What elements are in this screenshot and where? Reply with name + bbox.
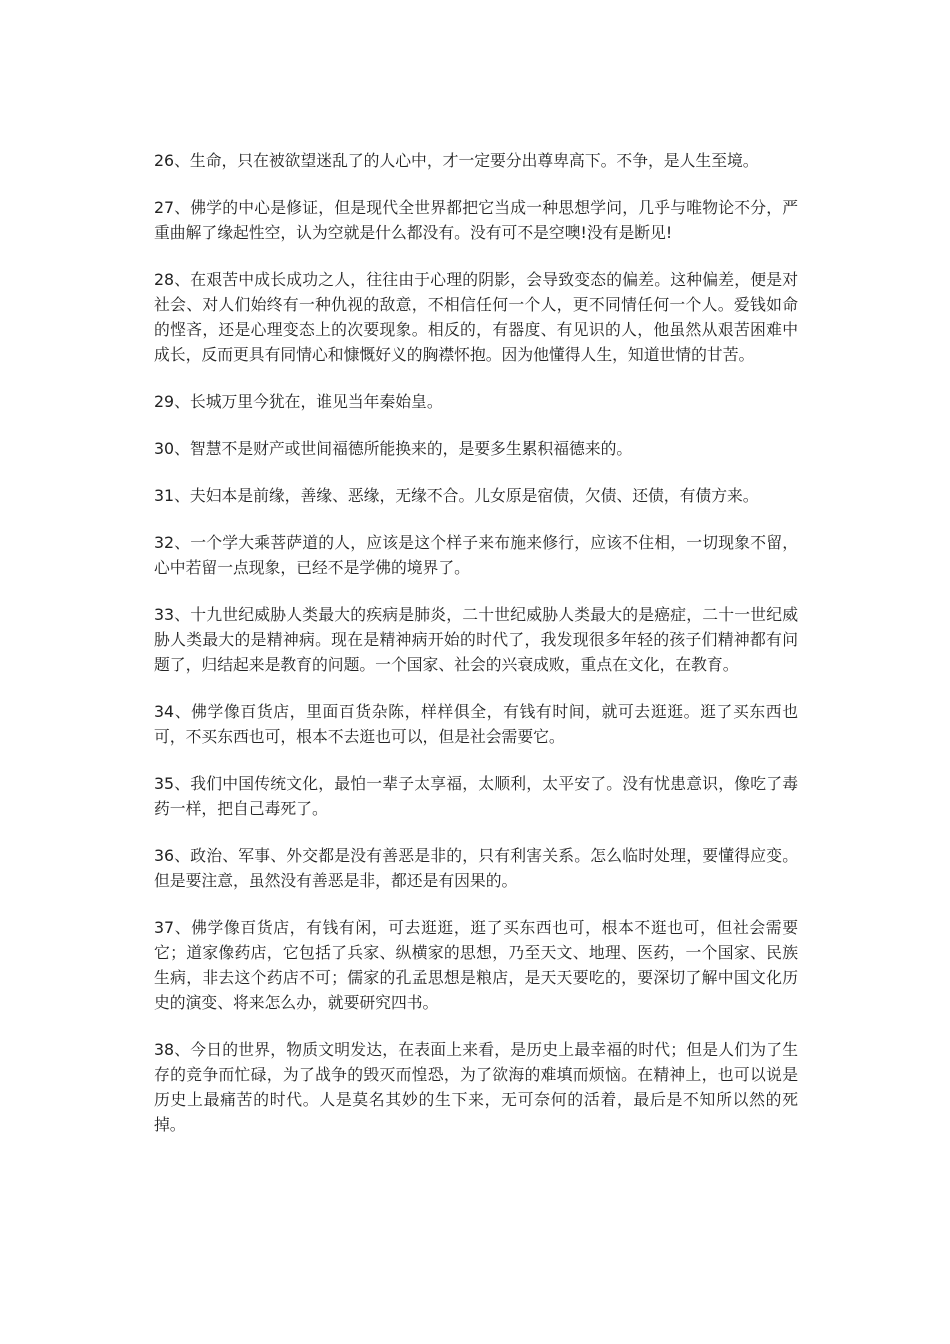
quote-list bbox=[154, 148, 798, 1159]
quote-paragraph-36: 36、政治、军事、外交都是没有善恶是非的，只有利害关系。怎么临时处理，要懂得应变。但是要注意，虽然没有善恶是非，都还是有因果的。 bbox=[154, 846, 798, 890]
quote-paragraph-26: 26、生命，只在被欲望迷乱了的人心中，才一定要分出尊卑高下。不争，是人生至境。 bbox=[154, 151, 759, 170]
quote-paragraph-34: 34、佛学像百货店，里面百货杂陈，样样俱全，有钱有时间，就可去逛逛。逛了买东西也可，不买东西也可，根本不去逛也可以，但是社会需要它。 bbox=[154, 702, 798, 746]
quote-paragraph-31: 31、夫妇本是前缘，善缘、恶缘，无缘不合。儿女原是宿债，欠债、还债，有债方来。 bbox=[154, 486, 759, 505]
quote-paragraph-29: 29、长城万里今犹在，谁见当年秦始皇。 bbox=[154, 392, 443, 411]
quote-paragraph-33: 33、十九世纪威胁人类最大的疾病是肺炎，二十世纪威胁人类最大的是癌症，二十一世纪威胁人类最大的是精神病。现在是精神病开始的时代了，我发现很多年轻的孩子们精神都有问题了，归结起来是教育的问题。一个国家、社会的兴衰成败，重点在文化，在教育。 bbox=[154, 605, 798, 674]
quote-paragraph-37: 37、佛学像百货店，有钱有闲，可去逛逛，逛了买东西也可，根本不逛也可，但社会需要它；道家像药店，它包括了兵家、纵横家的思想，乃至天文、地理、医药，一个国家、民族生病，非去这个药店不可；儒家的孔孟思想是粮店，是天天要吃的，要深切了解中国文化历史的演变、将来怎么办，就要研究四书。 bbox=[154, 918, 798, 1012]
quote-paragraph-28: 28、在艰苦中成长成功之人，往往由于心理的阴影，会导致变态的偏差。这种偏差，便是对社会、对人们始终有一种仇视的敌意，不相信任何一个人，更不同情任何一个人。爱钱如命的悭吝，还是心理变态上的次要现象。相反的，有器度、有见识的人，他虽然从艰苦困难中成长，反而更具有同情心和慷慨好义的胸襟怀抱。因为他懂得人生，知道世情的甘苦。 bbox=[154, 270, 798, 364]
quote-paragraph-35: 35、我们中国传统文化，最怕一辈子太享福，太顺利，太平安了。没有忧患意识，像吃了毒药一样，把自己毒死了。 bbox=[154, 774, 798, 818]
quote-paragraph-38: 38、今日的世界，物质文明发达，在表面上来看，是历史上最幸福的时代；但是人们为了生存的竞争而忙碌，为了战争的毁灭而惶恐，为了欲海的难填而烦恼。在精神上，也可以说是历史上最痛苦的时代。人是莫名其妙的生下来，无可奈何的活着，最后是不知所以然的死掉。 bbox=[154, 1040, 798, 1134]
quote-paragraph-30: 30、智慧不是财产或世间福德所能换来的，是要多生累积福德来的。 bbox=[154, 439, 633, 458]
quote-paragraph-32: 32、一个学大乘菩萨道的人，应该是这个样子来布施来修行，应该不住相，一切现象不留，心中若留一点现象，已经不是学佛的境界了。 bbox=[154, 533, 798, 577]
quote-paragraph-27: 27、佛学的中心是修证，但是现代全世界都把它当成一种思想学问，几乎与唯物论不分，严重曲解了缘起性空，认为空就是什么都没有。没有可不是空噢!没有是断见! bbox=[154, 198, 798, 242]
